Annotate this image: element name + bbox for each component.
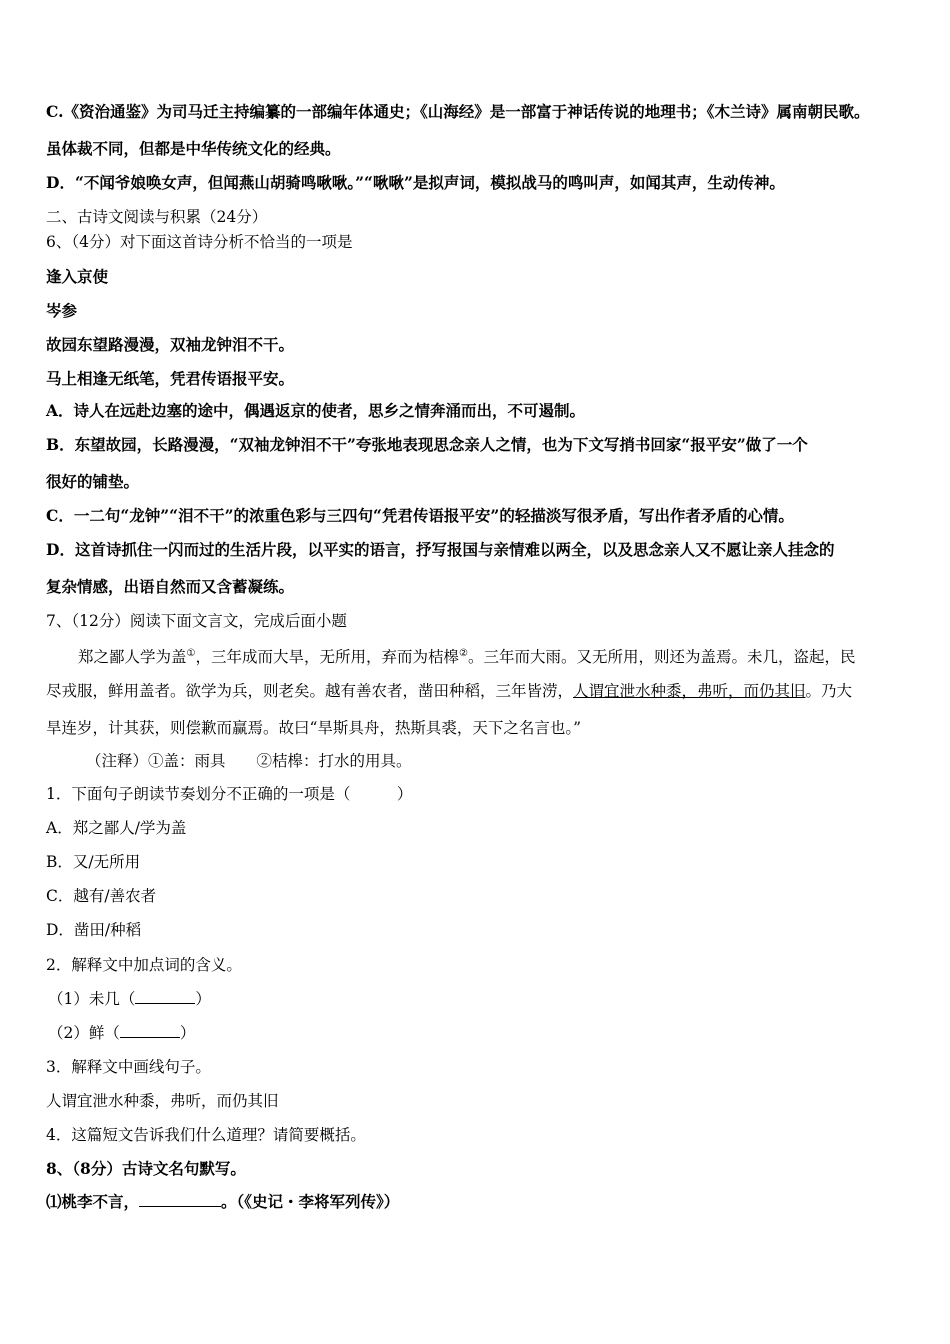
q7-passage-line1 [78, 644, 855, 667]
q6-option-b-line1: B．东望故园，长路漫漫，“双袖龙钟泪不干”夸张地表现思念亲人之情，也为下文写捎书回家“报平安”做了一个 [46, 435, 808, 454]
q7-stem: 7、（12分）阅读下面文言文，完成后面小题 [46, 612, 347, 630]
q8-item1-text: ⑴桃李不言， [46, 1192, 140, 1211]
q7-passage-text: 郑之鄙人学为盖 [78, 648, 187, 666]
q8-stem: 8、（8分）古诗文名句默写。 [46, 1159, 246, 1178]
q7-sub3-stem: 3．解释文中画线句子。 [46, 1058, 211, 1076]
q6-poem-author: 岑参 [46, 301, 78, 320]
q5-option-c-line1: C.《资治通鉴》为司马迁主持编纂的一部编年体通史；《山海经》是一部富于神话传说的地理书；《木兰诗》属南朝民歌。 [46, 102, 870, 121]
q7-sub4-stem: 4．这篇短文告诉我们什么道理？请简要概括。 [46, 1126, 366, 1144]
q6-poem-line1: 故园东望路漫漫，双袖龙钟泪不干。 [46, 335, 295, 354]
q7-sub2-item1-label: （1）未几（ [48, 990, 136, 1008]
q8-item1 [46, 1192, 399, 1212]
q8-item1-source: 。（《史记・李将军列传》） [221, 1192, 400, 1211]
answer-blank[interactable] [120, 1023, 180, 1038]
q7-sub2-item2-label: （2）鲜（ [48, 1024, 120, 1042]
q6-option-d-line1: D．这首诗抓住一闪而过的生活片段，以平实的语言，抒写报国与亲情难以两全，以及思念亲人又不愿让亲人挂念的 [46, 540, 835, 559]
note-marker-1: ① [186, 648, 196, 659]
q6-option-b-line2: 很好的铺垫。 [46, 472, 140, 491]
q6-option-d-line2: 复杂情感，出语自然而又含蓄凝练。 [46, 577, 295, 596]
q7-sub1-option-c: C．越有/善农者 [46, 887, 157, 905]
note-marker-2: ② [459, 648, 468, 659]
q7-passage-text: 尽戎服，鲜用盖者。欲学为兵，则老矣。越有善农者，凿田种稻，三年皆涝， [46, 682, 574, 700]
q7-sub1-stem: 1．下面句子朗读节奏划分不正确的一项是（ ） [46, 785, 413, 803]
q7-passage-text: 。乃大 [805, 682, 853, 700]
q5-option-c-line2: 虽体裁不同，但都是中华传统文化的经典。 [46, 139, 341, 158]
q7-sub1-option-a: A．郑之鄙人/学为盖 [46, 819, 187, 837]
q6-poem-line2: 马上相逢无纸笔，凭君传语报平安。 [46, 369, 295, 388]
q6-option-a: A．诗人在远赴边塞的途中，偶遇返京的使者，思乡之情奔涌而出，不可遏制。 [46, 401, 586, 420]
paren-close: ） [195, 990, 211, 1008]
q7-passage-text: ，三年成而大旱，无所用，弃而为桔槔 [195, 648, 459, 666]
answer-blank[interactable] [135, 989, 195, 1004]
paren-close: ） [179, 1024, 196, 1042]
q6-poem-title: 逢入京使 [46, 267, 109, 286]
answer-blank[interactable] [139, 1192, 221, 1207]
q7-sub1-option-d: D．凿田/种稻 [46, 921, 142, 939]
q7-sub3-sentence: 人谓宜泄水种黍，弗听，而仍其旧 [46, 1092, 279, 1110]
q7-passage-line2 [46, 681, 852, 701]
q7-sub2-stem: 2．解释文中加点词的含义。 [46, 956, 242, 974]
q7-sub1-option-b: B．又/无所用 [46, 853, 141, 871]
q5-option-d: D．“不闻爷娘唤女声，但闻燕山胡骑鸣啾啾。”“啾啾”是拟声词，模拟战马的鸣叫声，如闻其声，生动传神。 [46, 173, 785, 192]
underlined-sentence: 人谓宜泄水种黍，弗听，而仍其旧 [573, 682, 806, 700]
q6-option-c: C．一二句“龙钟”“泪不干”的浓重色彩与三四句“凭君传语报平安”的轻描淡写很矛盾，写出作者矛盾的心情。 [46, 506, 794, 525]
section2-title: 二、古诗文阅读与积累（24分） [46, 208, 268, 226]
q7-passage-text: 。三年而大雨。又无所用，则还为盖焉。未几，盗起，民 [467, 648, 856, 666]
q7-notes: （注释）①盖：雨具 ②桔槔：打水的用具。 [86, 752, 412, 770]
q6-stem: 6、（4分）对下面这首诗分析不恰当的一项是 [46, 233, 353, 251]
q7-passage-line3: 旱连岁，计其获，则偿歉而赢焉。故曰“旱斯具舟，热斯具裘，天下之名言也。” [46, 719, 582, 737]
q7-sub2-item2 [48, 1023, 195, 1043]
q7-sub2-item1 [48, 989, 211, 1009]
